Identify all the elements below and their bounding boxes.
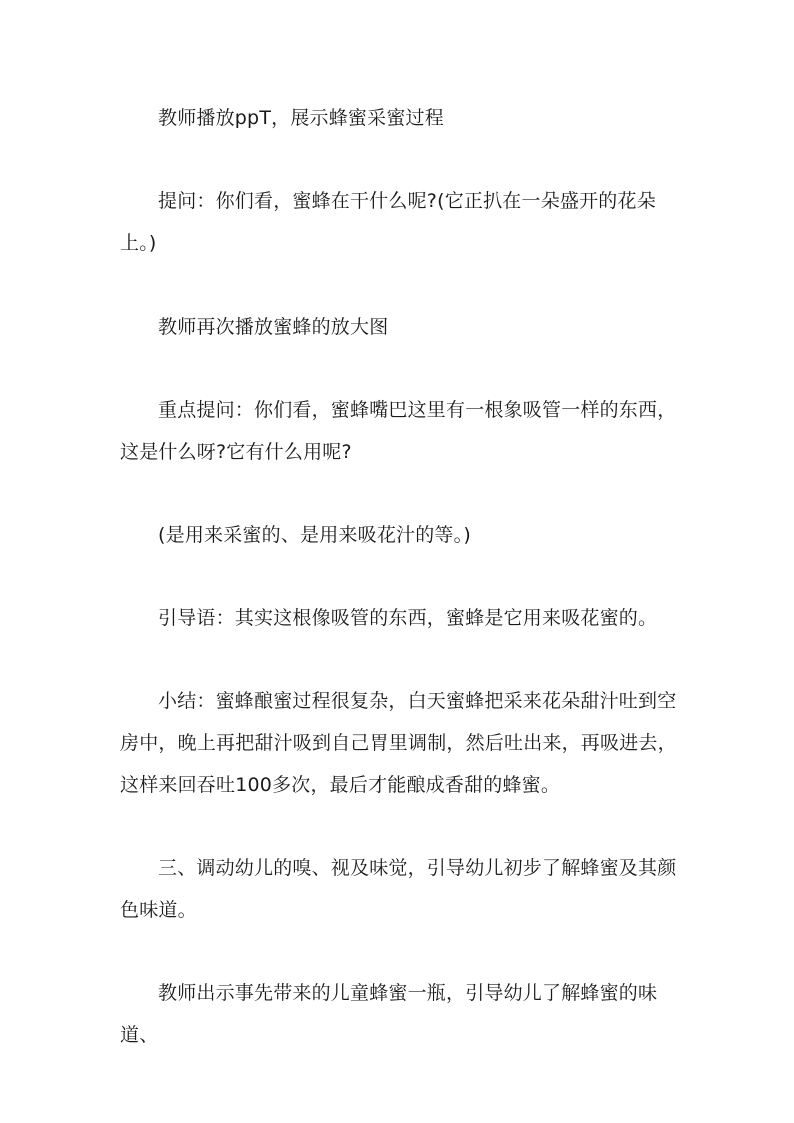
paragraph-key-question: 重点提问：你们看，蜜蜂嘴巴这里有一根象吸管一样的东西，这是什么呀?它有什么用呢? <box>120 399 677 463</box>
paragraph-question-bee-doing: 提问：你们看，蜜蜂在干什么呢?(它正扒在一朵盛开的花朵上。) <box>120 190 656 254</box>
paragraph-ppt-intro: 教师播放ppT，展示蜂蜜采蜜过程 <box>158 107 444 129</box>
paragraph-section-three: 三、调动幼儿的嗅、视及味觉，引导幼儿初步了解蜂蜜及其颜色味道。 <box>120 857 677 921</box>
paragraph-guidance: 引导语：其实这根像吸管的东西，蜜蜂是它用来吸花蜜的。 <box>158 607 658 629</box>
paragraph-summary: 小结：蜜蜂酿蜜过程很复杂，白天蜜蜂把采来花朵甜汁吐到空房中，晚上再把甜汁吸到自己胃里调制，然后吐出来，再吸进去，这样来回吞吐100多次，最后才能酿成香甜的蜂蜜。 <box>120 690 677 796</box>
paragraph-zoom-image: 教师再次播放蜜蜂的放大图 <box>158 316 389 338</box>
paragraph-answers: (是用来采蜜的、是用来吸花汁的等。) <box>158 524 471 546</box>
paragraph-honey-bottle: 教师出示事先带来的儿童蜂蜜一瓶，引导幼儿了解蜂蜜的味道、 <box>120 982 658 1046</box>
